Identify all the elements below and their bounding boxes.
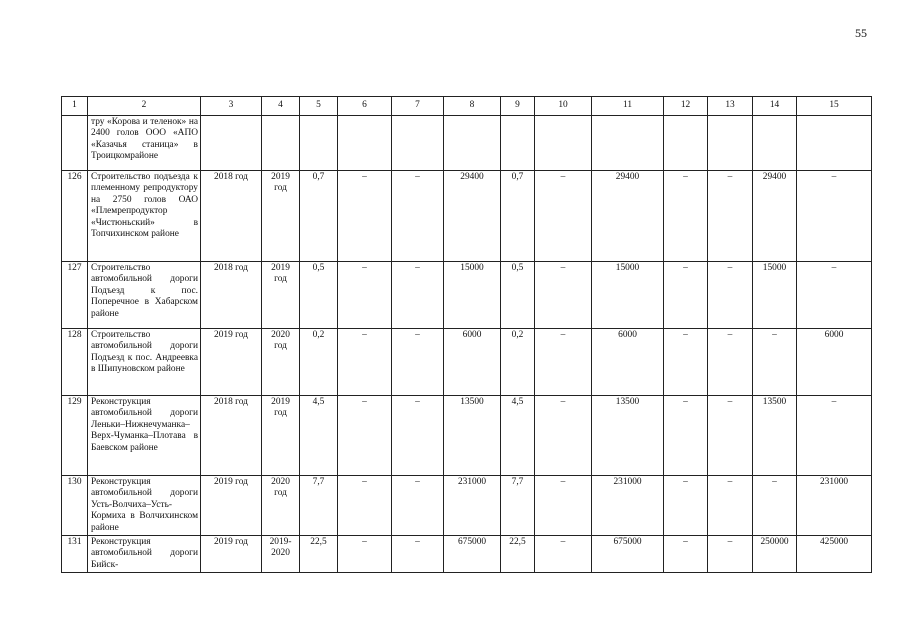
table-cell: – [392,396,444,476]
column-header: 3 [201,97,262,116]
table-cell: – [392,329,444,396]
end-year-cell: 2020 год [262,329,300,396]
column-header: 15 [797,97,872,116]
object-name-cell: Реконструкция автомобильной дороги Леньки–Нижнечуманка–Верх-Чуманка–Плотава в Баевском районе [88,396,201,476]
column-header: 9 [501,97,535,116]
column-header: 6 [338,97,392,116]
table-cell: – [338,476,392,536]
row-number-cell: 129 [62,396,88,476]
table-cell: 13500 [444,396,501,476]
table-cell: – [708,536,753,573]
table-cell: – [664,536,708,573]
end-year-cell: 2019 год [262,262,300,329]
table-cell [753,116,797,171]
table-cell [444,116,501,171]
header-row [62,97,872,116]
table-row [62,396,872,476]
start-year-cell: 2018 год [201,262,262,329]
length-cell: 0,5 [300,262,338,329]
length-cell: 22,5 [300,536,338,573]
table-cell: – [664,476,708,536]
table-cell: – [338,171,392,262]
table-cell: – [797,262,872,329]
table-cell: 15000 [753,262,797,329]
column-header: 13 [708,97,753,116]
end-year-cell: 2020 год [262,476,300,536]
table-row-continuation [62,116,872,171]
length-cell: 4,5 [300,396,338,476]
table-cell: – [535,262,592,329]
table-cell: – [338,396,392,476]
table-cell [664,116,708,171]
length-cell: 7,7 [300,476,338,536]
table-cell: 231000 [797,476,872,536]
column-header: 12 [664,97,708,116]
column-header: 1 [62,97,88,116]
table-cell: – [664,262,708,329]
table-row [62,536,872,573]
start-year-cell: 2019 год [201,536,262,573]
table-cell [262,116,300,171]
row-number-cell [62,116,88,171]
table-cell: 231000 [444,476,501,536]
object-name-cell: Строительство подъезда к племенному репродуктору на 2750 голов ОАО «Племрепродуктор «Чистюньский» в Топчихинском районе [88,171,201,262]
table-cell: – [664,329,708,396]
table-cell: 29400 [753,171,797,262]
table-cell: 675000 [592,536,664,573]
table-cell: – [535,329,592,396]
table-cell: – [753,476,797,536]
table-cell: 6000 [797,329,872,396]
table-cell: 4,5 [501,396,535,476]
table-cell: – [708,476,753,536]
row-number-cell: 128 [62,329,88,396]
object-name-cell: тру «Корова и теленок» на 2400 голов ООО «АПО «Казачья станица» в Троицкомрайоне [88,116,201,171]
table-cell [708,116,753,171]
start-year-cell: 2018 год [201,396,262,476]
table-cell: 250000 [753,536,797,573]
object-name-cell: Строительство автомобильной дороги Подъезд к пос. Поперечное в Хабарском районе [88,262,201,329]
object-name-cell: Реконструкция автомобильной дороги Бийск- [88,536,201,573]
object-name-cell: Строительство автомобильной дороги Подъезд к пос. Андреевка в Шипуновском районе [88,329,201,396]
table-cell: 13500 [753,396,797,476]
table-cell [392,116,444,171]
table-cell: – [797,171,872,262]
table-cell: – [708,329,753,396]
table-cell: – [753,329,797,396]
table-cell: 6000 [444,329,501,396]
column-header: 2 [88,97,201,116]
table-cell: – [664,396,708,476]
table-cell: 425000 [797,536,872,573]
table-row [62,171,872,262]
table-cell: – [338,262,392,329]
table-cell [535,116,592,171]
start-year-cell: 2018 год [201,171,262,262]
column-header: 5 [300,97,338,116]
table-cell: 29400 [444,171,501,262]
table-cell [501,116,535,171]
column-header: 7 [392,97,444,116]
row-number-cell: 127 [62,262,88,329]
table-cell: 675000 [444,536,501,573]
table-cell: 29400 [592,171,664,262]
page-number: 55 [855,26,867,40]
table-cell: 22,5 [501,536,535,573]
table-cell: – [535,171,592,262]
table-cell: 6000 [592,329,664,396]
table-cell: 15000 [444,262,501,329]
table-cell: – [535,396,592,476]
table-row [62,262,872,329]
table-row [62,476,872,536]
row-number-cell: 126 [62,171,88,262]
start-year-cell: 2019 год [201,476,262,536]
end-year-cell: 2019 год [262,171,300,262]
table-cell: – [392,262,444,329]
table-cell: – [535,476,592,536]
table-cell: 15000 [592,262,664,329]
table-cell [797,116,872,171]
row-number-cell: 130 [62,476,88,536]
length-cell: 0,7 [300,171,338,262]
column-header: 8 [444,97,501,116]
program-table [61,96,872,573]
table-cell: 0,7 [501,171,535,262]
table-cell: – [392,171,444,262]
table-cell: 7,7 [501,476,535,536]
table-cell: – [797,396,872,476]
table-row [62,329,872,396]
table-cell: 13500 [592,396,664,476]
object-name-cell: Реконструкция автомобильной дороги Усть-Волчиха–Усть-Кормиха в Волчихинском районе [88,476,201,536]
table-cell: – [664,171,708,262]
end-year-cell: 2019 год [262,396,300,476]
table-cell: – [338,536,392,573]
table-cell: – [708,262,753,329]
table-cell: – [392,536,444,573]
table-cell [201,116,262,171]
table-cell [338,116,392,171]
table-cell: 231000 [592,476,664,536]
table-cell: 0,2 [501,329,535,396]
table-cell [592,116,664,171]
column-header: 10 [535,97,592,116]
table-cell: – [535,536,592,573]
column-header: 4 [262,97,300,116]
table-cell [300,116,338,171]
start-year-cell: 2019 год [201,329,262,396]
table-cell: – [708,396,753,476]
end-year-cell: 2019-2020 [262,536,300,573]
table-cell: – [392,476,444,536]
table-cell: 0,5 [501,262,535,329]
table-cell: – [708,171,753,262]
column-header: 14 [753,97,797,116]
column-header: 11 [592,97,664,116]
table-cell: – [338,329,392,396]
length-cell: 0,2 [300,329,338,396]
row-number-cell: 131 [62,536,88,573]
